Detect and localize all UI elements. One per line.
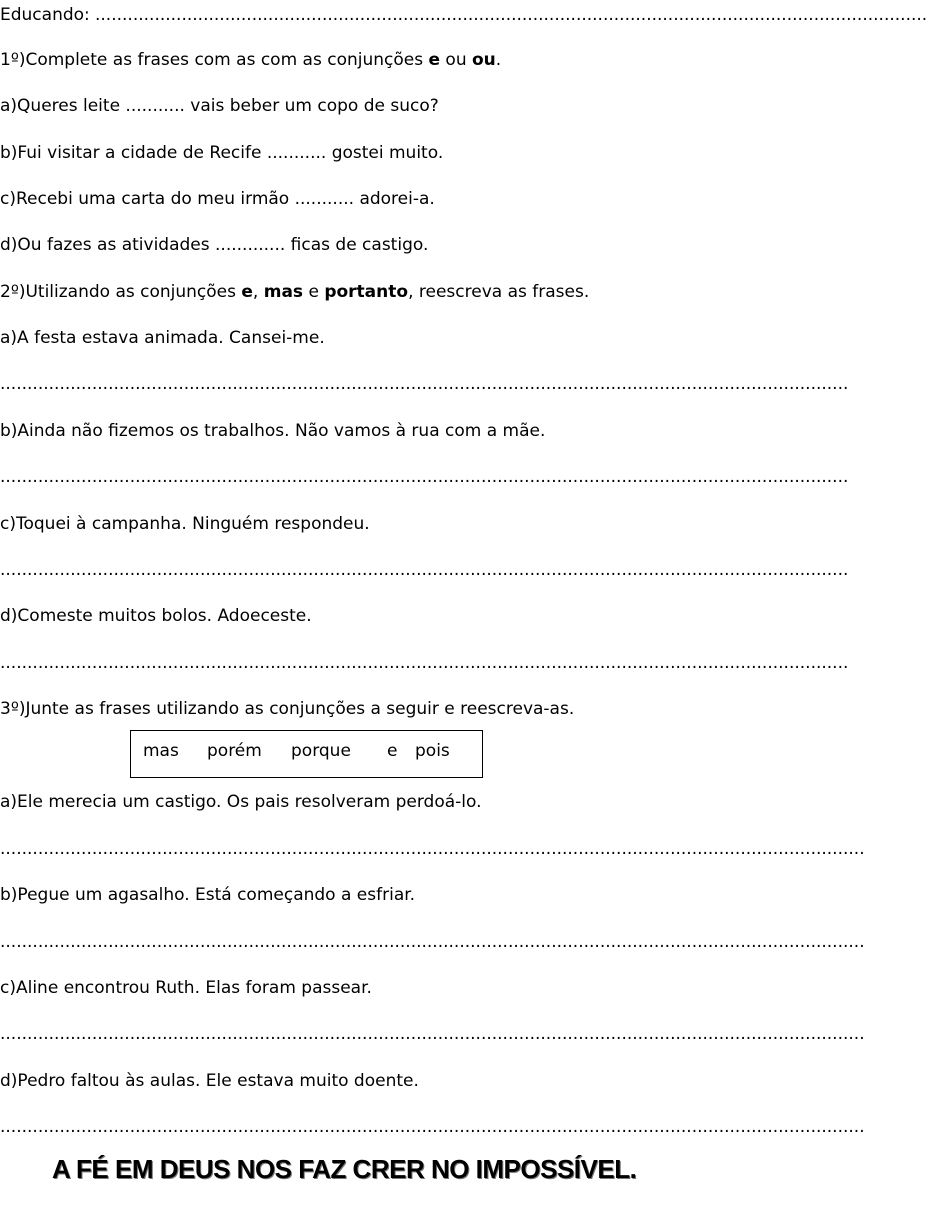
q2-answer-c[interactable]: ............................................................................................................................................................. — [0, 560, 849, 580]
q1-title: 1º)Complete as frases com as com as conjunções e ou ou. — [0, 50, 502, 70]
q3-answer-d[interactable]: ................................................................................................................................................................ — [0, 1117, 865, 1137]
q1-item-a: a)Queres leite ........... vais beber um copo de suco? — [0, 96, 439, 116]
q1-conj-ou: ou — [472, 50, 496, 70]
q2-item-b: b)Ainda não fizemos os trabalhos. Não vamos à rua com a mãe. — [0, 421, 546, 441]
q1-item-d: d)Ou fazes as atividades ............. ficas de castigo. — [0, 235, 429, 255]
student-label: Educando: — [0, 5, 90, 25]
word-e: e — [387, 741, 398, 761]
q1-item-c: c)Recebi uma carta do meu irmão ........... adorei-a. — [0, 189, 435, 209]
q2-answer-b[interactable]: ............................................................................................................................................................. — [0, 467, 849, 487]
q2-item-c: c)Toquei à campanha. Ninguém respondeu. — [0, 514, 370, 534]
word-mas: mas — [143, 741, 179, 761]
q2-item-d: d)Comeste muitos bolos. Adoeceste. — [0, 606, 312, 626]
q2-answer-a[interactable]: ............................................................................................................................................................. — [0, 374, 849, 394]
q2-conj-portanto: portanto — [324, 282, 409, 302]
q3-item-d: d)Pedro faltou às aulas. Ele estava muito doente. — [0, 1071, 419, 1091]
conjunction-word-box — [130, 730, 483, 778]
q3-answer-b[interactable]: ................................................................................................................................................................ — [0, 932, 865, 952]
student-name-blank[interactable]: .......................................................................................................................................................... — [95, 5, 927, 25]
q3-item-b: b)Pegue um agasalho. Está começando a esfriar. — [0, 885, 416, 905]
word-porem: porém — [207, 741, 262, 761]
q2-item-a: a)A festa estava animada. Cansei-me. — [0, 328, 325, 348]
student-name-line — [0, 4, 90, 26]
word-porque: porque — [291, 741, 351, 761]
q3-title: 3º)Junte as frases utilizando as conjunções a seguir e reescreva-as. — [0, 699, 575, 719]
word-pois: pois — [415, 741, 450, 761]
q3-answer-c[interactable]: ................................................................................................................................................................ — [0, 1024, 865, 1044]
q3-item-a: a)Ele merecia um castigo. Os pais resolveram perdoá-lo. — [0, 792, 482, 812]
q1-item-b: b)Fui visitar a cidade de Recife ........... gostei muito. — [0, 143, 444, 163]
motto-footer: A FÉ EM DEUS NOS FAZ CRER NO IMPOSSÍVEL. — [52, 1154, 637, 1184]
q2-answer-d[interactable]: ............................................................................................................................................................. — [0, 653, 849, 673]
q3-answer-a[interactable]: ................................................................................................................................................................ — [0, 839, 865, 859]
q3-item-c: c)Aline encontrou Ruth. Elas foram passear. — [0, 978, 372, 998]
q1-conj-e: e — [428, 50, 441, 70]
q2-conj-mas: mas — [263, 282, 304, 302]
q2-title: 2º)Utilizando as conjunções e, mas e portanto, reescreva as frases. — [0, 282, 590, 302]
q2-conj-e: e — [241, 282, 253, 302]
